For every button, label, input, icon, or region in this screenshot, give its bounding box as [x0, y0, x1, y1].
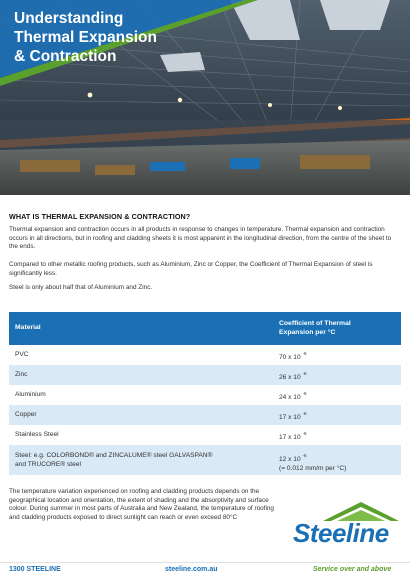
steeline-logo [293, 499, 405, 561]
table-header [9, 312, 401, 345]
row-material: Aluminium [15, 391, 46, 398]
row-value-base: 24 x 10 [279, 394, 301, 401]
row-value-exponent: -6 [302, 351, 307, 356]
footer-divider [0, 562, 410, 563]
footer-tagline: Service over and above [313, 566, 392, 573]
header-coefficient-line1: Coefficient of Thermal [279, 320, 351, 327]
summary-paragraph: The temperature variation experienced on roofing and cladding products depends on the geographical location and orientation, the extent of shading and the absorptivity and surface colour. During summer in most parts of Australia and New Zealand, the temperature of roofing and cladding products exposed to direct sunlight can reach or even exceed 80°C [9, 488, 274, 521]
table-row [9, 445, 401, 475]
row-value-exponent: -6 [302, 411, 307, 416]
row-value [279, 431, 307, 441]
footer-phone[interactable]: 1300 STEELINE [9, 566, 61, 573]
row-value-base: 17 x 10 [279, 434, 301, 441]
row-value [279, 391, 307, 401]
row-value-exponent: -6 [302, 453, 307, 458]
row-material-line2: and TRUCORE® steel [15, 461, 81, 468]
header-coefficient [279, 320, 389, 337]
row-value [279, 351, 307, 361]
row-value [279, 371, 307, 381]
paragraph-3: Steel is only about half that of Aluminium and Zinc. [9, 284, 153, 291]
paragraph-2: Compared to other metallic roofing products, such as Aluminium, Zinc or Copper, the Coefficient of Thermal Expansion of steel is significantly less. [9, 261, 373, 277]
table-row [9, 345, 401, 365]
section-heading: WHAT IS THERMAL EXPANSION & CONTRACTION? [9, 212, 191, 221]
header-coefficient-line2: Expansion per °C [279, 328, 336, 336]
table-row [9, 385, 401, 405]
logo-wordmark: Steeline [293, 518, 389, 548]
title-line-1: Understanding [14, 10, 124, 27]
row-material-line1: Steel: e.g. COLORBOND® and ZINCALUME® steel GALVASPAN® [15, 452, 213, 459]
footer-website-link[interactable]: steeline.com.au [165, 566, 218, 573]
row-value-base: 17 x 10 [279, 414, 301, 421]
row-material: Zinc [15, 371, 28, 378]
row-value-line2: (= 0.012 mm/m per °C) [279, 465, 347, 472]
row-value-base: 12 x 10 [279, 456, 301, 463]
title-line-2: Thermal Expansion [14, 29, 157, 46]
row-material: PVC [15, 351, 29, 358]
row-material: Stainless Steel [15, 431, 59, 438]
row-value [279, 451, 346, 473]
row-value-base: 26 x 10 [279, 374, 301, 381]
page-title [14, 9, 234, 66]
row-value [279, 411, 307, 421]
table-row [9, 365, 401, 385]
row-value-exponent: -6 [302, 371, 307, 376]
row-value-exponent: -6 [302, 431, 307, 436]
table-row [9, 405, 401, 425]
coefficient-table [9, 312, 401, 475]
header-material: Material [15, 324, 41, 331]
row-value-exponent: -6 [302, 391, 307, 396]
row-material [15, 451, 212, 469]
row-material: Copper [15, 411, 37, 418]
hero-image [0, 0, 410, 195]
table-row [9, 425, 401, 445]
paragraph-1: Thermal expansion and contraction occurs in all products in response to changes in temperature. Thermal expansion and contraction occurs in all directions, but in roofing and cladding sheets it is most apparent in the longitudinal direction, from the centre of the sheet to the ends. [9, 226, 392, 251]
row-value-base: 70 x 10 [279, 354, 301, 361]
title-line-3: & Contraction [14, 48, 117, 65]
